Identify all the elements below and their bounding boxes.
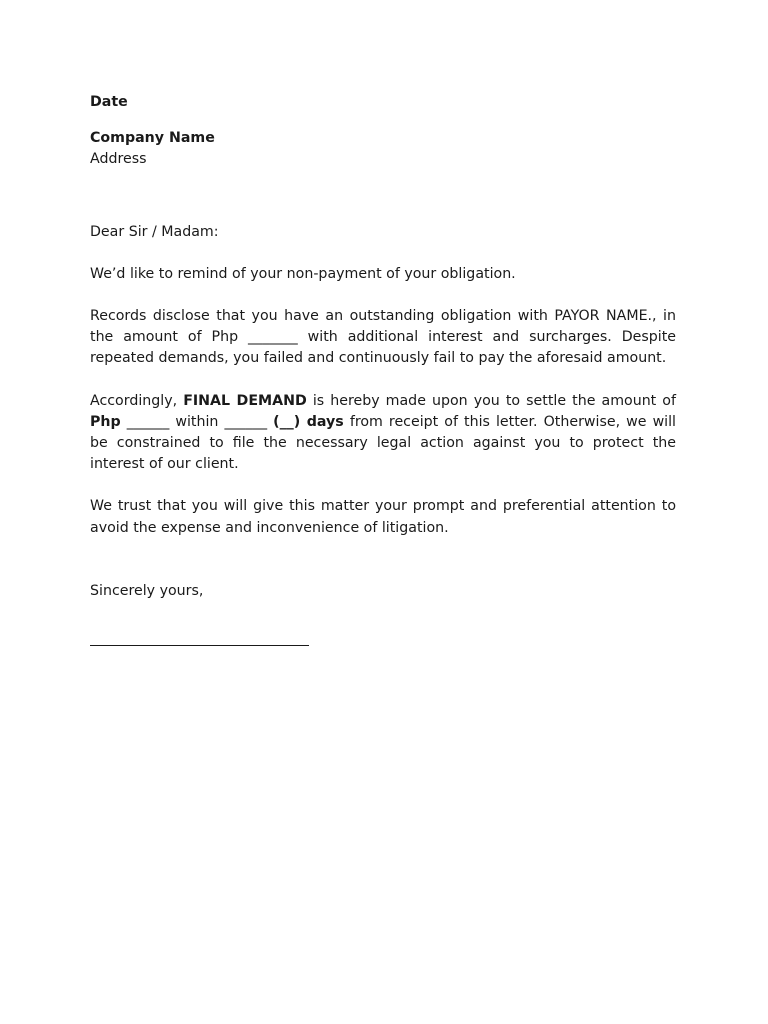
final-demand-label: FINAL DEMAND (183, 392, 307, 409)
letter-body (90, 92, 676, 646)
days-label: (__) days (273, 413, 344, 430)
signature-line (90, 644, 309, 646)
final-demand-tail: from receipt of this letter. Otherwise, we will be constrained to file the necessary legal action against you to protect the interest of our client. (90, 413, 676, 473)
paragraph-final-demand (90, 391, 676, 476)
currency-label: Php (90, 413, 121, 430)
address: Address (90, 151, 147, 168)
paragraph-trust: We trust that you will give this matter your prompt and preferential attention to avoid the expense and inconvenience of litigation. (90, 498, 676, 536)
amount-blanks: ______ within ______ (120, 413, 274, 430)
paragraph-reminder: We’d like to remind of your non-payment of your obligation. (90, 265, 516, 282)
salutation: Dear Sir / Madam: (90, 223, 219, 240)
paragraph-records: Records disclose that you have an outstanding obligation with PAYOR NAME., in the amount of Php _______ with additional interest and surcharges. Despite repeated demands, you failed and continuously fail to pay the aforesaid amount. (90, 308, 676, 367)
closing: Sincerely yours, (90, 582, 204, 599)
final-demand-lead: Accordingly, (90, 392, 184, 409)
company-name: Company Name (90, 130, 215, 147)
final-demand-text: is hereby made upon you to settle the amount of (306, 392, 676, 409)
date-label: Date (90, 94, 128, 110)
